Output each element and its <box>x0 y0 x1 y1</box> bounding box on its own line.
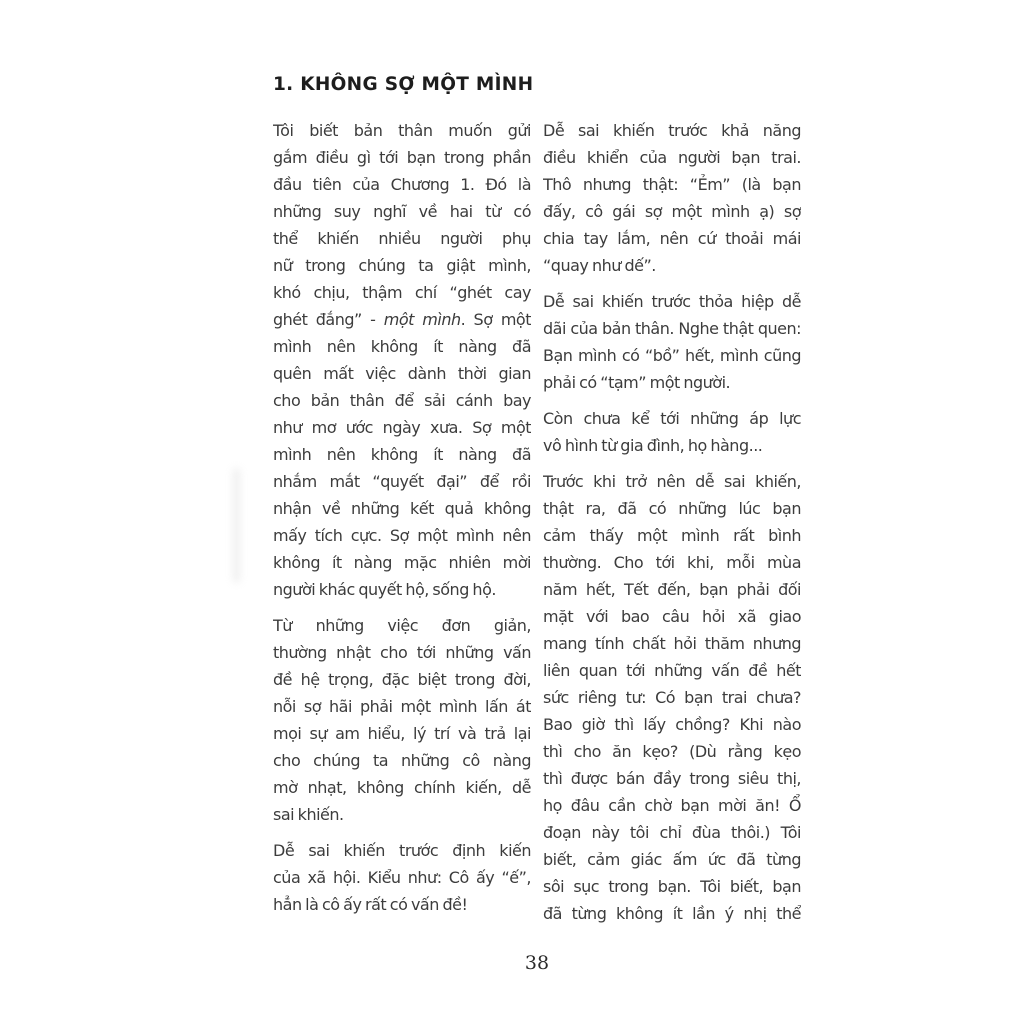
text-line: biết, cảm giác ấm ức đã từng <box>543 850 801 869</box>
text-line: đầu tiên của Chương 1. Đó là <box>273 175 531 194</box>
text-line: cho chúng ta những cô nàng <box>273 751 531 770</box>
text-line: nhắm mắt “quyết đại” để rồi <box>273 472 531 491</box>
text-line: như mơ ước ngày xưa. Sợ một <box>273 418 531 437</box>
text-line: dãi của bản thân. Nghe thật quen: <box>543 319 801 338</box>
italic-phrase: một mình <box>383 310 461 329</box>
page-number: 38 <box>524 952 550 974</box>
text-line: nhận về những kết quả không <box>273 499 531 518</box>
text-line: Còn chưa kể tới những áp lực <box>543 409 801 428</box>
text-line: Dễ sai khiến trước định kiến <box>273 841 531 860</box>
text-line: đấy, cô gái sợ một mình ạ) sợ <box>543 202 801 221</box>
text-line: chia tay lắm, nên cứ thoải mái <box>543 229 801 248</box>
text-line: khó chịu, thậm chí “ghét cay <box>273 283 531 302</box>
text-line: đề hệ trọng, đặc biệt trong đời, <box>273 670 531 689</box>
chapter-heading: 1. KHÔNG SỢ MỘT MÌNH <box>273 74 534 96</box>
text-line: điều khiển của người bạn trai. <box>543 148 801 167</box>
scan-smudge-artifact <box>233 468 240 583</box>
text-column-left <box>273 117 531 927</box>
text-line: thể khiến nhiều người phụ <box>273 229 531 248</box>
text-line: đã từng không ít lần ý nhị thể <box>543 904 801 923</box>
text-line: mặt với bao câu hỏi xã giao <box>543 607 801 626</box>
text-line: của xã hội. Kiểu như: Cô ấy “ế”, <box>273 868 531 887</box>
text-line: mình nên không ít nàng đã <box>273 445 531 464</box>
text-line: Tôi biết bản thân muốn gửi <box>273 121 531 140</box>
text-line: họ đâu cần chờ bạn mời ăn! Ổ <box>543 796 801 815</box>
text-line: liên quan tới những vấn đề hết <box>543 661 801 680</box>
text-line: mọi sự am hiểu, lý trí và trả lại <box>273 724 531 743</box>
text-line: sức riêng tư: Có bạn trai chưa? <box>543 688 801 707</box>
text-line: vô hình từ gia đình, họ hàng... <box>543 436 763 455</box>
text-line: thường. Cho tới khi, mỗi mùa <box>543 553 801 572</box>
text-line: thật ra, đã có những lúc bạn <box>543 499 801 518</box>
text-line: mờ nhạt, không chính kiến, dễ <box>273 778 531 797</box>
text-line: “quay như dế”. <box>543 256 656 275</box>
text-line: sai khiến. <box>273 805 344 824</box>
text-line: đoạn này tôi chỉ đùa thôi.) Tôi <box>543 823 801 842</box>
text-line: nỗi sợ hãi phải một mình lấn át <box>273 697 531 716</box>
text-line: những suy nghĩ về hai từ có <box>273 202 531 221</box>
text-line: người khác quyết hộ, sống hộ. <box>273 580 496 599</box>
text-line: nữ trong chúng ta giật mình, <box>273 256 531 275</box>
text-line: thì được bán đầy trong siêu thị, <box>543 769 801 788</box>
text-line: ghét đắng” - một mình. Sợ một <box>273 310 531 329</box>
text-line: cho bản thân để sải cánh bay <box>273 391 531 410</box>
paragraph <box>273 837 531 918</box>
text-line: Trước khi trở nên dễ sai khiến, <box>543 472 801 491</box>
paragraph <box>543 405 801 459</box>
text-line: mang tính chất hỏi thăm nhưng <box>543 634 801 653</box>
text-line: hẳn là cô ấy rất có vấn đề! <box>273 895 468 914</box>
text-line: phải có “tạm” một người. <box>543 373 731 392</box>
text-line: Dễ sai khiến trước khả năng <box>543 121 801 140</box>
text-line: gắm điều gì tới bạn trong phần <box>273 148 531 167</box>
text-line: Bao giờ thì lấy chồng? Khi nào <box>543 715 801 734</box>
text-line: Từ những việc đơn giản, <box>273 616 531 635</box>
paragraph <box>543 468 801 927</box>
paragraph <box>543 288 801 396</box>
text-line: thường nhật cho tới những vấn <box>273 643 531 662</box>
paragraph <box>273 612 531 828</box>
text-line: mình nên không ít nàng đã <box>273 337 531 356</box>
paragraph <box>543 117 801 279</box>
text-line: không ít nàng mặc nhiên mời <box>273 553 531 572</box>
text-line: Thô nhưng thật: “Ẻm” (là bạn <box>543 175 801 194</box>
text-line: quên mất việc dành thời gian <box>273 364 531 383</box>
text-line: sôi sục trong bạn. Tôi biết, bạn <box>543 877 801 896</box>
text-line: Dễ sai khiến trước thỏa hiệp dễ <box>543 292 801 311</box>
text-line: thì cho ăn kẹo? (Dù rằng kẹo <box>543 742 801 761</box>
text-column-right <box>543 117 801 936</box>
text-line: năm hết, Tết đến, bạn phải đối <box>543 580 801 599</box>
text-line: mấy tích cực. Sợ một mình nên <box>273 526 531 545</box>
text-line: Bạn mình có “bồ” hết, mình cũng <box>543 346 801 365</box>
text-line: cảm thấy một mình rất bình <box>543 526 801 545</box>
paragraph <box>273 117 531 603</box>
